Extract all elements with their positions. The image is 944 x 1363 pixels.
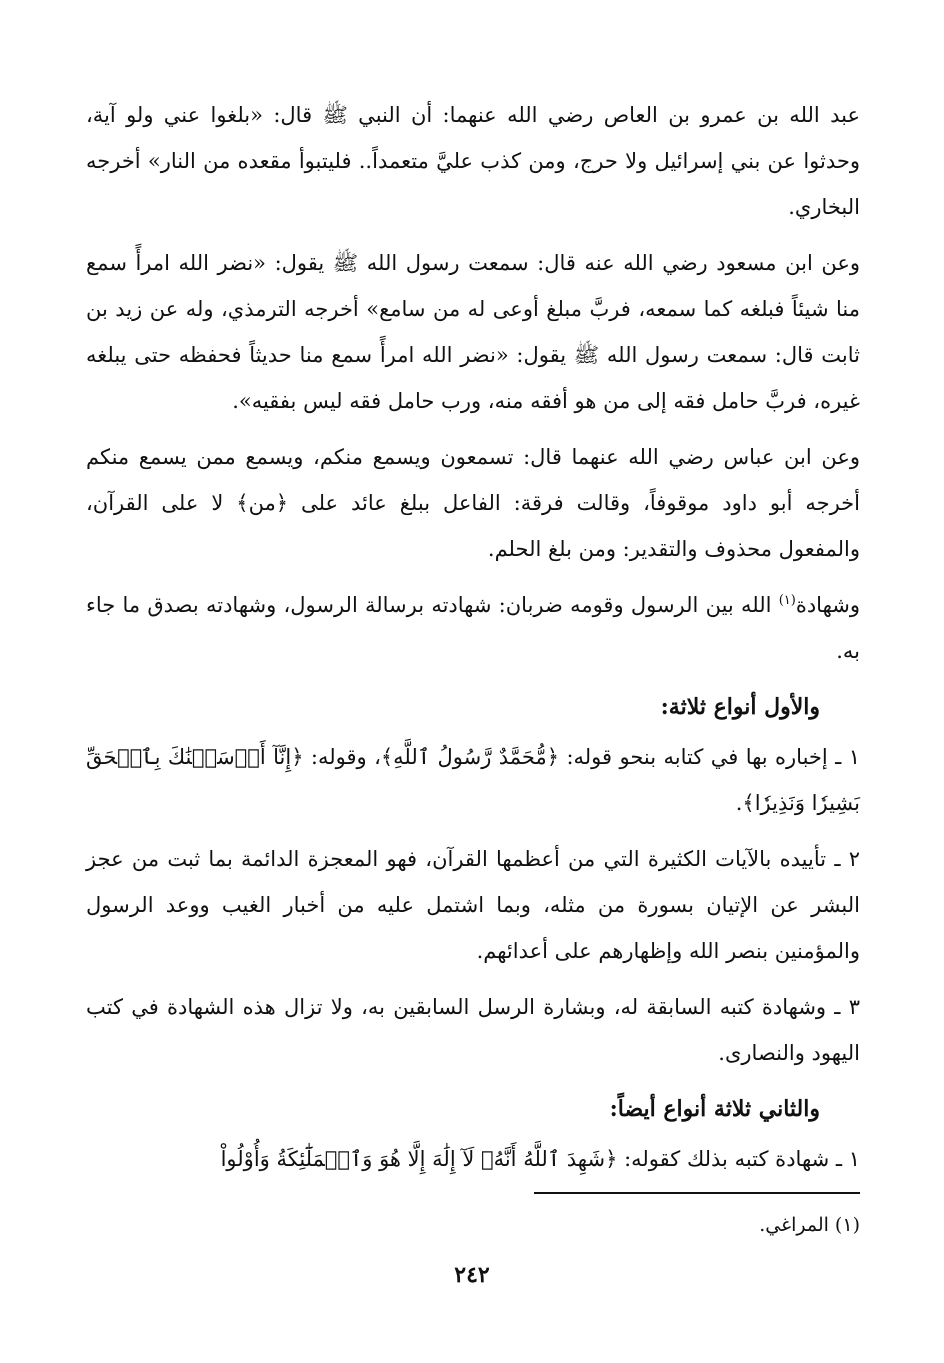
list-item-first-2: ٢ ـ تأييده بالآيات الكثيرة التي من أعظمها القرآن، فهو المعجزة الدائمة بما ثبت من عجز البشر عن الإتيان بسورة من مثله، وبما اشتمل عليه من أخبار الغيب ووعد الرسول والمؤمنين بنصر الله وإظهارهم على أعدائهم. bbox=[86, 847, 860, 963]
footnote-divider bbox=[534, 1192, 860, 1194]
list-item-first-1: ١ ـ إخباره بها في كتابه بنحو قوله: ﴿مُّحَمَّدٌ رَّسُولُ ٱللَّهِ﴾، وقوله: ﴿إِنَّآ أَرۡسَلۡنَٰكَ بِٱلۡحَقِّ بَشِيرٗا وَنَذِيرٗا﴾. bbox=[86, 745, 860, 815]
page-number: ٢٤٢ bbox=[454, 1262, 490, 1288]
paragraph-witness bbox=[86, 582, 860, 674]
list-item-second-1: ١ ـ شهادة كتبه بذلك كقوله: ﴿شَهِدَ ٱللَّهُ أَنَّهُۥ لَآ إِلَٰهَ إِلَّا هُوَ وَٱلۡمَلَٰٓئِكَةُ وَأُوْلُواْ bbox=[220, 1147, 860, 1171]
paragraph-ibn-abbas: وعن ابن عباس رضي الله عنهما قال: تسمعون ويسمع منكم، ويسمع ممن يسمع منكم أخرجه أبو داود موقوفاً، وقالت فرقة: الفاعل ببلغ عائد على ﴿من﴾ لا على القرآن، والمفعول محذوف والتقدير: ومن بلغ الحلم. bbox=[86, 445, 860, 561]
heading-first-kind: والأول أنواع ثلاثة: bbox=[660, 694, 820, 720]
paragraph-hadith-bukhari: عبد الله بن عمرو بن العاص رضي الله عنهما: أن النبي ﷺ قال: «بلغوا عني ولو آية، وحدثوا عن بني إسرائيل ولا حرج، ومن كذب عليَّ متعمداً.. فليتبوأ مقعده من النار» أخرجه البخاري. bbox=[86, 103, 860, 219]
paragraph-ibn-masud: وعن ابن مسعود رضي الله عنه قال: سمعت رسول الله ﷺ يقول: «نضر الله امرأً سمع منا شيئاً فبلغه كما سمعه، فربَّ مبلغ أوعى له من سامع» أخرجه الترمذي، وله عن زيد بن ثابت قال: سمعت رسول الله ﷺ يقول: «نضر الله امرأً سمع منا حديثاً فحفظه حتى يبلغه غيره، فربَّ حامل فقه إلى من هو أفقه منه، ورب حامل فقه ليس بفقيه». bbox=[86, 251, 860, 413]
witness-text-rest: الله بين الرسول وقومه ضربان: شهادته برسالة الرسول، وشهادته بصدق ما جاء به. bbox=[86, 593, 860, 663]
witness-text-start: وشهادة bbox=[795, 593, 860, 617]
heading-second-kind: والثاني ثلاثة أنواع أيضاً: bbox=[609, 1096, 820, 1122]
footnote-marker: (١) bbox=[778, 593, 796, 608]
list-item-first-3: ٣ ـ وشهادة كتبه السابقة له، وبشارة الرسل السابقين به، ولا تزال هذه الشهادة في كتب اليهود والنصارى. bbox=[86, 995, 860, 1065]
footnote: (١) المراغي. bbox=[759, 1214, 860, 1236]
